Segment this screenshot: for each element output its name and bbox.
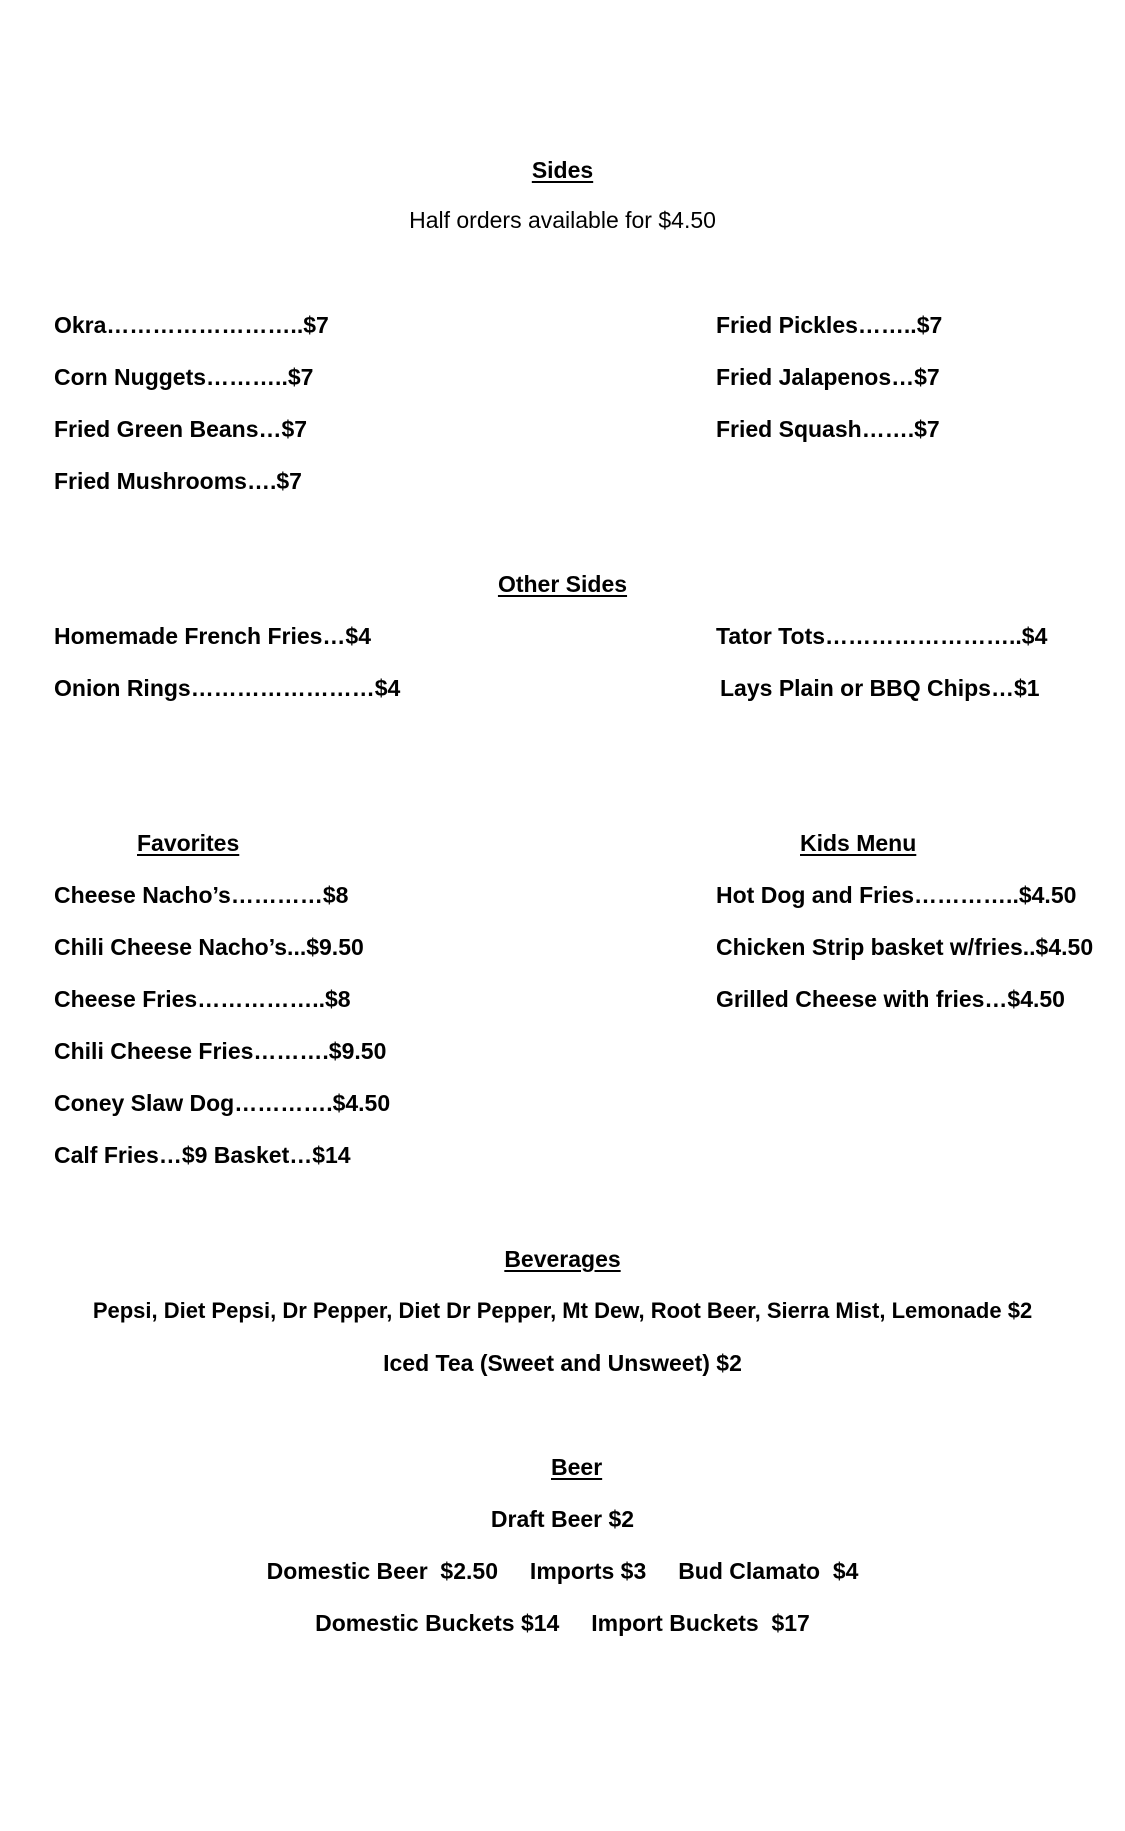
menu-item-fried-green-beans: Fried Green Beans…$7	[54, 416, 308, 442]
beverages-iced-tea: Iced Tea (Sweet and Unsweet) $2	[383, 1350, 742, 1376]
menu-item-fried-mushrooms: Fried Mushrooms….$7	[54, 468, 302, 494]
beer-domestic-imports: Domestic Beer $2.50 Imports $3 Bud Clamato $4	[266, 1558, 859, 1584]
menu-item-hot-dog-fries: Hot Dog and Fries…………..$4.50	[716, 882, 1077, 908]
menu-item-chili-cheese-nachos: Chili Cheese Nacho’s...$9.50	[54, 934, 364, 960]
beer-heading: Beer	[551, 1454, 603, 1480]
beverages-sodas: Pepsi, Diet Pepsi, Dr Pepper, Diet Dr Pepper, Mt Dew, Root Beer, Sierra Mist, Lemonade $2	[92, 1298, 1033, 1323]
beverages-heading: Beverages	[504, 1246, 621, 1272]
menu-item-fried-jalapenos: Fried Jalapenos…$7	[716, 364, 940, 390]
menu-item-cheese-fries: Cheese Fries……………..$8	[54, 986, 351, 1012]
menu-item-fried-pickles: Fried Pickles……..$7	[716, 312, 943, 338]
favorites-heading: Favorites	[137, 830, 240, 856]
kids-menu-heading: Kids Menu	[800, 830, 917, 856]
menu-item-onion-rings: Onion Rings……………………$4	[54, 675, 401, 701]
beer-draft: Draft Beer $2	[490, 1506, 635, 1532]
menu-item-cheese-nachos: Cheese Nacho’s…………$8	[54, 882, 349, 908]
other-sides-heading: Other Sides	[497, 571, 628, 597]
menu-item-corn-nuggets: Corn Nuggets………..$7	[54, 364, 314, 390]
menu-item-okra: Okra……………………..$7	[54, 312, 329, 338]
sides-heading: Sides	[531, 157, 594, 183]
menu-item-tator-tots: Tator Tots……………………..$4	[716, 623, 1048, 649]
sides-note: Half orders available for $4.50	[409, 207, 716, 233]
menu-item-grilled-cheese: Grilled Cheese with fries…$4.50	[716, 986, 1065, 1012]
menu-item-lays-chips: Lays Plain or BBQ Chips…$1	[720, 675, 1040, 701]
menu-item-coney-slaw-dog: Coney Slaw Dog………….$4.50	[54, 1090, 391, 1116]
beer-buckets: Domestic Buckets $14 Import Buckets $17	[315, 1610, 810, 1636]
menu-item-chicken-strip-basket: Chicken Strip basket w/fries..$4.50	[716, 934, 1094, 960]
menu-item-french-fries: Homemade French Fries…$4	[54, 623, 372, 649]
menu-item-calf-fries: Calf Fries…$9 Basket…$14	[54, 1142, 351, 1168]
menu-item-chili-cheese-fries: Chili Cheese Fries……….$9.50	[54, 1038, 387, 1064]
menu-item-fried-squash: Fried Squash…….$7	[716, 416, 940, 442]
